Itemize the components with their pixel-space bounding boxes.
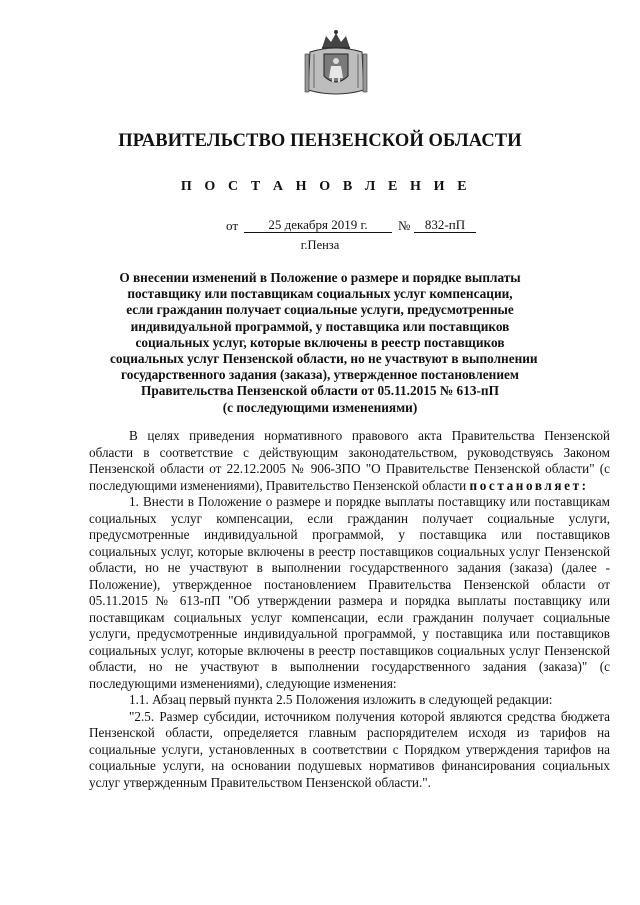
- government-name: ПРАВИТЕЛЬСТВО ПЕНЗЕНСКОЙ ОБЛАСТИ: [118, 131, 522, 151]
- title-line: поставщику или поставщикам социальных услуг компенсации,: [127, 286, 513, 302]
- coat-of-arms-icon: [300, 28, 372, 98]
- title-line: О внесении изменений в Положение о размере и порядке выплаты: [119, 270, 521, 285]
- item-1-paragraph: 1. Внести в Положение о размере и порядке выплаты поставщику или поставщикам социальных услуг компенсации, если гражданин получает социальные услуги, предусмотренные индивидуальной программой, у поставщика или поставщиков социальных услуг, которые включены в реестр поставщиков социальных услуг Пензенской области, но не участвуют в выполнении государственного задания (заказа) (далее - Положение), утвержденное постановлением Правительства Пензенской области от 05.11.2015 № 613-пП "Об утверждении размера и порядка выплаты поставщику или поставщикам социальных услуг компенсации, если гражданин получает социальные услуги, предусмотренные индивидуальной программой, у поставщика или поставщиков социальных услуг, которые включены в реестр поставщиков социальных услуг Пензенской области, но не участвуют в выполнении государственного задания (заказа)" (с последующими изменениями), следующие изменения:: [89, 494, 610, 691]
- title-line: если гражданин получает социальные услуги, предусмотренные: [126, 302, 514, 318]
- quote-paragraph: "2.5. Размер субсидии, источником получения которой являются средства бюджета Пензенской области, определяется главным распорядителем исходя из тарифов на социальные услуги, установленных в соответствии с Порядком утверждения тарифов на социальные услуги, на основании подушевых нормативов финансирования социальных услуг утвержденным Правительством Пензенской области.".: [89, 708, 610, 790]
- number-prefix: №: [398, 218, 411, 233]
- decree-date: 25 декабря 2019 г.: [244, 218, 392, 233]
- title-line: (с последующими изменениями): [222, 399, 418, 415]
- decree-body: [89, 428, 610, 791]
- preamble-text: В целях приведения нормативного правового акта Правительства Пензенской области в соответствие с действующим законодательством, руководствуясь Законом Пензенской области от 22.12.2005 № 906-ЗПО "О Правительстве Пензенской области" (с последующими изменениями), Правительство Пензенской области: [89, 428, 610, 493]
- date-prefix: от: [226, 218, 239, 233]
- title-line: социальных услуг Пензенской области, но не участвуют в выполнении: [110, 351, 538, 367]
- title-line: Правительства Пензенской области от 05.11.2015 № 613-пП: [141, 383, 499, 399]
- title-line: государственного задания (заказа), утвержденное постановлением: [121, 367, 519, 383]
- city: г.Пенза: [300, 238, 340, 252]
- document-type: П О С Т А Н О В Л Е Н И Е: [180, 179, 472, 194]
- title-line: социальных услуг, которые включены в реестр поставщиков: [135, 334, 505, 350]
- decree-number: 832-пП: [414, 218, 476, 233]
- title-line: индивидуальной программой, у поставщика или поставщиков: [130, 318, 510, 334]
- item-1-1-paragraph: 1.1. Абзац первый пункта 2.5 Положения изложить в следующей редакции:: [129, 692, 553, 707]
- preamble-paragraph: [89, 428, 610, 494]
- preamble-keyword: постановляет:: [469, 477, 589, 493]
- decree-title: [110, 270, 538, 416]
